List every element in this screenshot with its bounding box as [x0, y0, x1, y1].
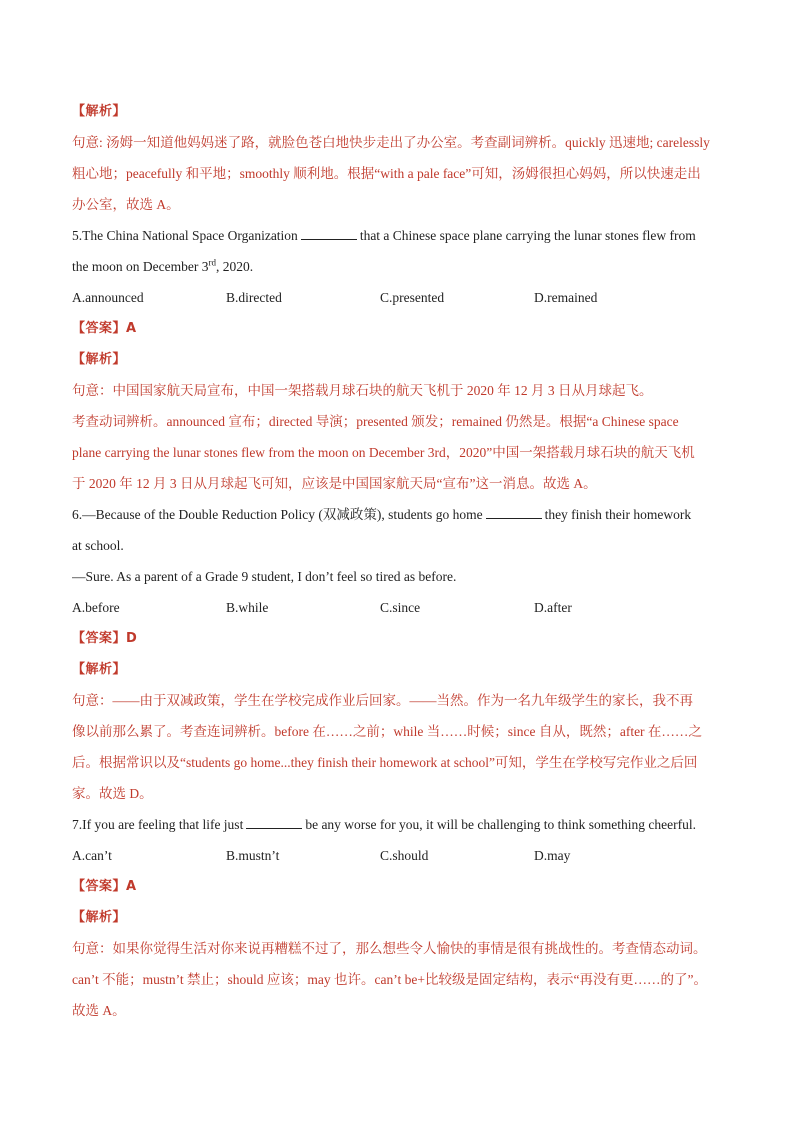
question-stem-continued: the moon on December 3rd, 2020.	[72, 257, 254, 274]
analysis-heading: 【解析】	[72, 104, 127, 119]
analysis-heading: 【解析】	[72, 910, 127, 925]
option-d: D.may	[534, 848, 571, 863]
option-d: D.remained	[534, 290, 598, 305]
option-c: C.presented	[380, 290, 445, 305]
analysis-line: can’t 不能；mustn’t 禁止；should 应该；may 也许。can’t be+比较级是固定结构，表示“再没有更……的了”。	[72, 972, 707, 987]
answer-value: D	[126, 631, 138, 646]
analysis-line: 考查动词辨析。announced 宣布；directed 导演；presented 颁发；remained 仍然是。根据“a Chinese space	[72, 414, 679, 429]
answer-heading: 【答案】D	[72, 631, 138, 646]
analysis-heading: 【解析】	[72, 662, 127, 677]
options-row	[72, 282, 732, 313]
page-content	[72, 96, 732, 1026]
option-d: D.after	[534, 600, 572, 615]
option-a: A.can’t	[72, 848, 112, 863]
answer-value: A	[126, 321, 137, 336]
answer-heading: 【答案】A	[72, 321, 137, 336]
question-stem-continued: at school.	[72, 538, 124, 553]
question-stem: 5.The China National Space Organization that a Chinese space plane carrying the lunar stones flew from	[72, 228, 696, 243]
analysis-line: 句意：——由于双减政策，学生在学校完成作业后回家。——当然。作为一名九年级学生的家长，我不再	[72, 693, 693, 708]
question-stem: 7.If you are feeling that life just be any worse for you, it will be challenging to think something cheerful.	[72, 817, 696, 832]
answer-heading: 【答案】A	[72, 879, 137, 894]
answer-blank	[246, 816, 302, 829]
options-row	[72, 840, 732, 871]
analysis-line: 故选 A。	[72, 1003, 126, 1018]
analysis-line: 于 2020 年 12 月 3 日从月球起飞可知，应该是中国国家航天局“宣布”这一消息。故选 A。	[72, 476, 597, 491]
options-row	[72, 592, 732, 623]
option-a: A.announced	[72, 290, 144, 305]
question-stem: 6.—Because of the Double Reduction Policy (双减政策), students go home they finish their homework	[72, 507, 692, 522]
option-a: A.before	[72, 600, 120, 615]
option-b: B.while	[226, 600, 269, 615]
answer-blank	[486, 506, 542, 519]
analysis-line: 办公室，故选 A。	[72, 197, 180, 212]
analysis-line: 句意：中国国家航天局宣布，中国一架搭载月球石块的航天飞机于 2020 年 12 月 3 日从月球起飞。	[72, 383, 653, 398]
dialogue-reply: —Sure. As a parent of a Grade 9 student, I don’t feel so tired as before.	[72, 569, 457, 584]
answer-value: A	[126, 879, 137, 894]
analysis-line: 句意: 汤姆一知道他妈妈迷了路，就脸色苍白地快步走出了办公室。考查副词辨析。quickly 迅速地; carelessly	[72, 135, 710, 150]
analysis-line: 像以前那么累了。考查连词辨析。before 在……之前；while 当……时候；since 自从，既然；after 在……之	[72, 724, 702, 739]
analysis-line: 后。根据常识以及“students go home...they finish their homework at school”可知，学生在学校写完作业之后回	[72, 755, 698, 770]
analysis-line: plane carrying the lunar stones flew from the moon on December 3rd，2020”中国一架搭载月球石块的航天飞机	[72, 445, 695, 460]
answer-blank	[301, 227, 357, 240]
analysis-line: 粗心地；peacefully 和平地；smoothly 顺利地。根据“with a pale face”可知，汤姆很担心妈妈，所以快速走出	[72, 166, 701, 181]
option-b: B.mustn’t	[226, 848, 280, 863]
analysis-line: 句意：如果你觉得生活对你来说再糟糕不过了，那么想些令人愉快的事情是很有挑战性的。考查情态动词。	[72, 941, 707, 956]
analysis-line: 家。故选 D。	[72, 786, 153, 801]
option-c: C.since	[380, 600, 421, 615]
option-b: B.directed	[226, 290, 282, 305]
option-c: C.should	[380, 848, 429, 863]
analysis-heading: 【解析】	[72, 352, 127, 367]
